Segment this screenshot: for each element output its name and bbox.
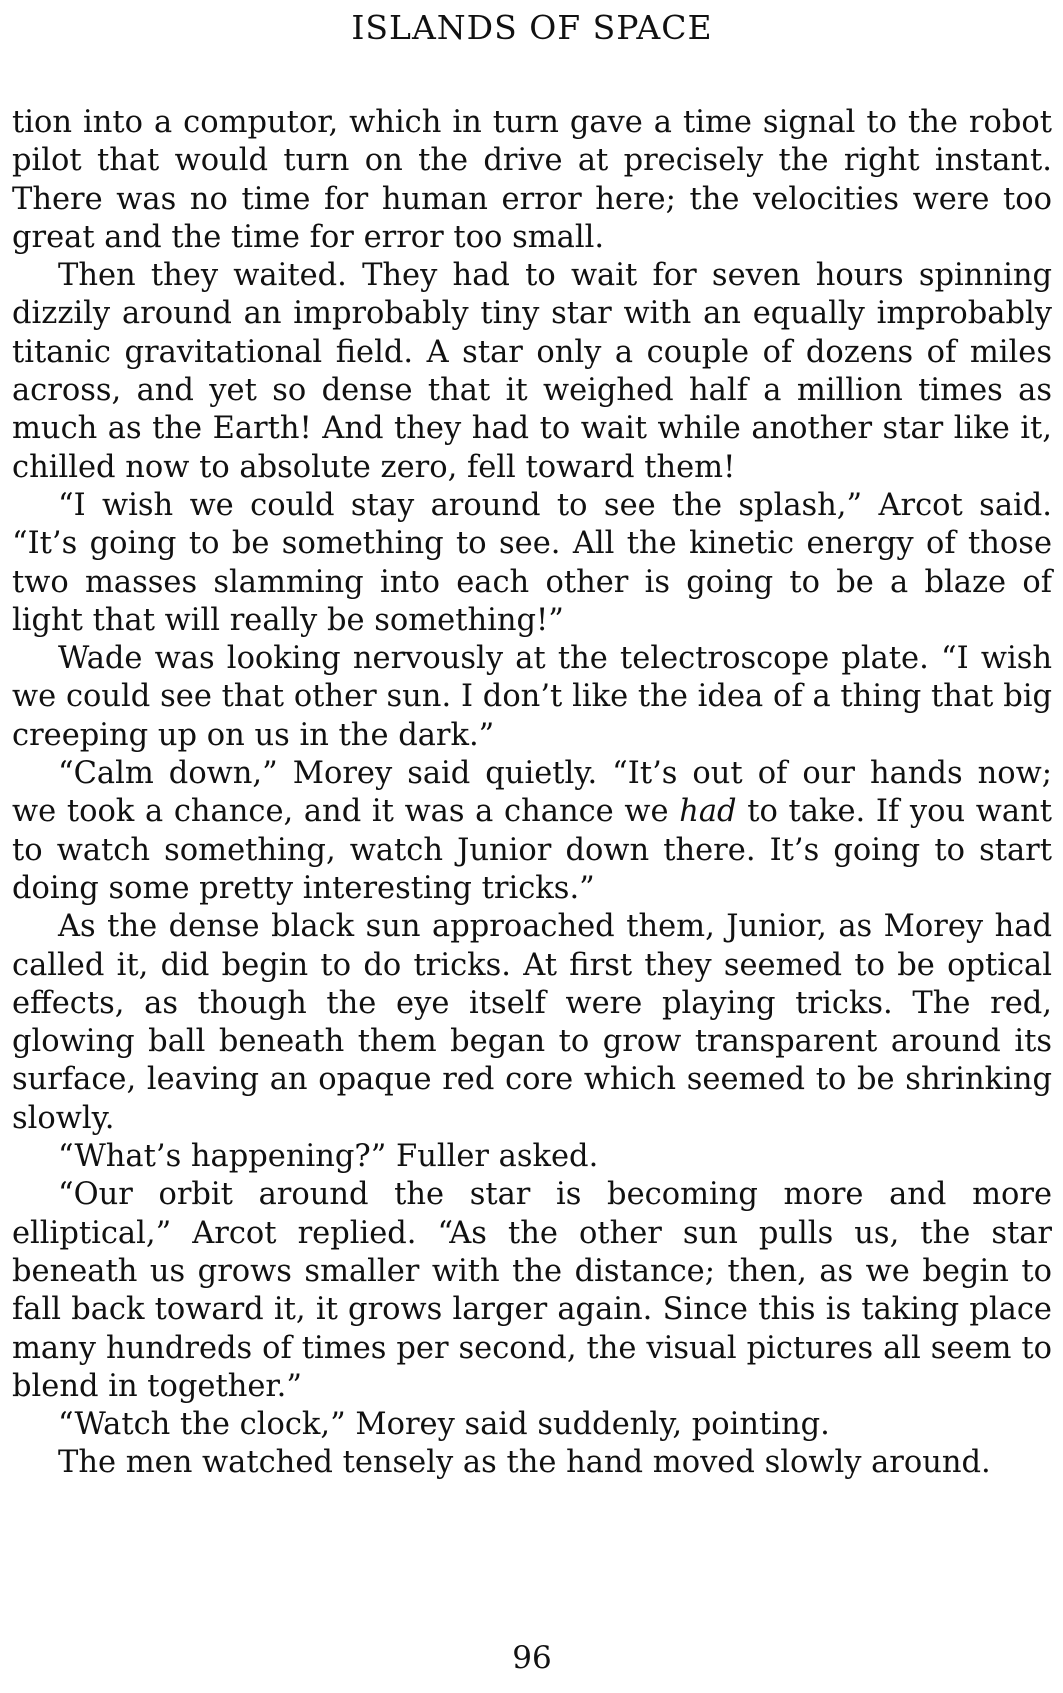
paragraph: “What’s happening?” Fuller asked. bbox=[58, 1139, 599, 1175]
paragraph: “Watch the clock,” Morey said suddenly, pointing. bbox=[58, 1407, 830, 1443]
paragraph: Wade was looking nervously at the telectroscope plate. “I wish we could see that other sun. I don’t like the idea of a thing that big creeping up on us in the dark.” bbox=[12, 641, 1052, 753]
page-number: 96 bbox=[512, 1640, 552, 1676]
paragraph-continued: tion into a computor, which in turn gave a time signal to the robot pilot that would turn on the drive at precisely the right instant. There was no time for human error here; the velocities were too great and the time for error too small. bbox=[12, 105, 1052, 255]
body-text bbox=[12, 104, 1052, 1483]
book-page bbox=[12, 0, 1052, 1693]
paragraph: Then they waited. They had to wait for seven hours spinning dizzily around an improbably tiny star with an equally improbably titanic gravitational field. A star only a couple of dozens of miles across, and yet so dense that it weighed half a million times as much as the Earth! And they had to wait while another star like it, chilled now to absolute zero, fell toward them! bbox=[12, 258, 1052, 485]
paragraph-text: “Calm down,” Morey said quietly. “It’s out of our hands now; we took a chance, and it was a chance we bbox=[12, 756, 1052, 830]
running-header: ISLANDS OF SPACE bbox=[351, 8, 713, 47]
paragraph bbox=[12, 755, 1052, 908]
paragraph-text: to take. If you want to watch something, watch Junior down there. It’s going to start doing some pretty interesting tricks.” bbox=[12, 794, 1052, 906]
paragraph: “Our orbit around the star is becoming more and more elliptical,” Arcot replied. “As the other sun pulls us, the star beneath us grows smaller with the distance; then, as we begin to fall back toward it, it grows larger again. Since this is taking place many hundreds of times per second, the visual pictures all seem to blend in together.” bbox=[12, 1177, 1052, 1404]
paragraph: “I wish we could stay around to see the splash,” Arcot said. “It’s going to be something to see. All the kinetic energy of those two masses slamming into each other is going to be a blaze of light that will really be something!” bbox=[12, 487, 1052, 638]
emphasis-text: had bbox=[679, 794, 737, 830]
paragraph: As the dense black sun approached them, Junior, as Morey had called it, did begin to do tricks. At first they seemed to be optical effects, as though the eye itself were playing tricks. The red, glowing ball beneath them began to grow transparent around its surface, leaving an opaque red core which seemed to be shrinking slowly. bbox=[12, 909, 1052, 1136]
paragraph: The men watched tensely as the hand moved slowly around. bbox=[58, 1445, 991, 1481]
